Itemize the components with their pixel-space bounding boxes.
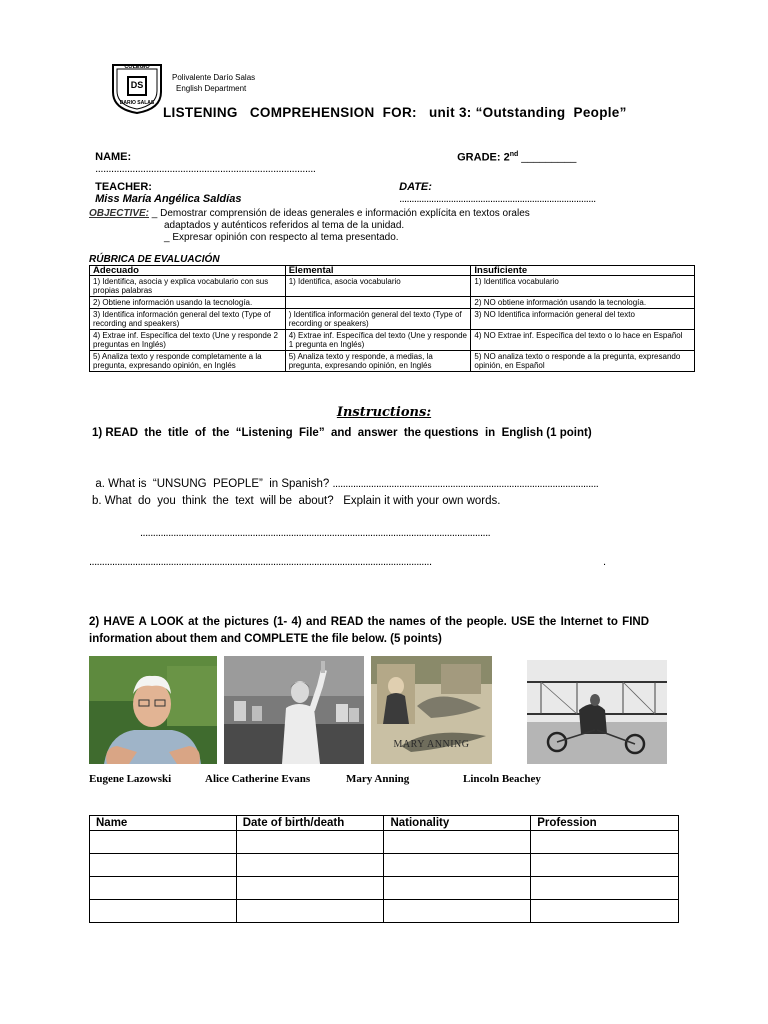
rubric-cell: 1) Identifica, asocia vocabulario <box>285 276 471 297</box>
info-cell[interactable] <box>531 900 679 923</box>
info-table-row <box>90 900 679 923</box>
info-cell[interactable] <box>384 877 531 900</box>
rubric-cell: ) Identifica información general del texto (Type of recording or speakers) <box>285 309 471 330</box>
info-cell[interactable] <box>531 854 679 877</box>
rubric-row <box>90 309 695 330</box>
question-1b-end-period: . <box>603 556 606 568</box>
question-1-heading: 1) READ the title of the “Listening File” and answer the questions in English (1 point) <box>92 427 592 439</box>
teacher-label: TEACHER: <box>95 181 152 193</box>
rubric-cell: 4) Extrae inf. Específica del texto (Une y responde 2 preguntas en Inglés) <box>90 330 286 351</box>
info-table-row <box>90 831 679 854</box>
rubric-cell: 3) NO Identifica información general del texto <box>471 309 695 330</box>
caption-eugene-lazowski: Eugene Lazowski <box>89 773 172 785</box>
info-cell[interactable] <box>90 854 237 877</box>
info-table-row <box>90 854 679 877</box>
photo-alice-catherine-evans <box>224 656 364 764</box>
rubric-header-insuficiente: Insuficiente <box>471 266 695 276</box>
photo-lincoln-beachey <box>527 660 667 764</box>
logo-monogram: DS <box>130 80 144 90</box>
rubric-cell: 5) NO analiza texto o responde a la pregunta, expresando opinión, en Español <box>471 351 695 372</box>
caption-alice-catherine-evans: Alice Catherine Evans <box>205 773 311 785</box>
rubric-row <box>90 276 695 297</box>
objective-line-1: _ Demostrar comprensión de ideas generales e información explícita en textos orales <box>149 208 530 219</box>
name-label: NAME: <box>95 151 132 163</box>
rubric-table <box>89 265 695 372</box>
objective <box>89 208 530 244</box>
instructions-title: Instructions: <box>336 405 432 420</box>
info-cell[interactable] <box>531 877 679 900</box>
info-cell[interactable] <box>384 854 531 877</box>
info-table <box>89 815 679 923</box>
info-cell[interactable] <box>531 831 679 854</box>
page-title: LISTENING COMPREHENSION FOR: unit 3: “Outstanding People” <box>163 105 627 120</box>
rubric-cell: 4) Extrae inf. Específica del texto (Une y responde 1 pregunta en Inglés) <box>285 330 471 351</box>
caption-mary-anning: Mary Anning <box>346 773 410 785</box>
photo-eugene-lazowski <box>89 656 217 764</box>
date-dots: ................................................................................ <box>399 193 596 205</box>
teacher-field <box>89 169 241 205</box>
info-table-row <box>90 877 679 900</box>
rubric-cell <box>285 297 471 309</box>
date-label: DATE: <box>399 181 432 193</box>
rubric-cell: 4) NO Extrae inf. Específica del texto o lo hace en Español <box>471 330 695 351</box>
rubric-cell: 1) Identifica vocabulario <box>471 276 695 297</box>
info-cell[interactable] <box>90 900 237 923</box>
grade-field[interactable] <box>451 139 576 164</box>
info-cell[interactable] <box>384 900 531 923</box>
logo-bottom-text: DARIO SALAS <box>119 100 155 106</box>
rubric-cell: 1) Identifica, asocia y explica vocabulario con sus propias palabras <box>90 276 286 297</box>
question-2-text: 2) HAVE A LOOK at the pictures (1- 4) and READ the names of the people. USE the Internet to FIND information about them and COMPLETE the file below. (5 points) <box>89 616 649 645</box>
question-1a <box>89 466 679 490</box>
grade-blank: _________ <box>518 151 577 164</box>
rubric-row <box>90 351 695 372</box>
grade-superscript: nd <box>509 151 519 158</box>
question-1a-answer-line[interactable]: ........................................................................................................ <box>332 478 599 490</box>
question-1b-answer-line-2[interactable]: ...................................................................................................................................... <box>89 556 432 568</box>
teacher-name: Miss María Angélica Saldías <box>95 193 242 205</box>
rubric-cell: 2) Obtiene información usando la tecnología. <box>90 297 286 309</box>
school-name: Polivalente Darío Salas <box>172 73 256 82</box>
rubric-cell: 5) Analiza texto y responde completamente a la pregunta, expresando opinión, en Inglés <box>90 351 286 372</box>
question-1b-text: b. What do you think the text will be about? Explain it with your own words. <box>92 495 501 507</box>
question-1b-answer-line-1[interactable]: ......................................................................................................................................... <box>140 527 491 539</box>
question-1a-text: a. What is “UNSUNG PEOPLE” in Spanish? <box>95 478 333 490</box>
grade-label: GRADE: 2 <box>457 151 510 164</box>
name-dots: ................................................................................... <box>95 163 316 175</box>
rubric-row <box>90 330 695 351</box>
info-header-profession: Profession <box>531 816 679 831</box>
info-cell[interactable] <box>236 854 384 877</box>
info-header-nationality: Nationality <box>384 816 531 831</box>
rubric-header-adecuado: Adecuado <box>90 266 286 276</box>
info-cell[interactable] <box>236 877 384 900</box>
mary-anning-poster-text: MARY ANNING <box>393 739 470 750</box>
objective-line-3: _ Expresar opinión con respecto al tema presentado. <box>164 232 399 243</box>
school-info <box>172 72 255 94</box>
objective-line-2: adaptados y auténticos referidos al tema de la unidad. <box>164 220 405 231</box>
info-table-header-row <box>90 816 679 831</box>
rubric-header-elemental: Elemental <box>285 266 471 276</box>
info-header-date: Date of birth/death <box>236 816 384 831</box>
info-cell[interactable] <box>90 877 237 900</box>
rubric-cell: 2) NO obtiene información usando la tecnología. <box>471 297 695 309</box>
info-cell[interactable] <box>236 831 384 854</box>
department-name: English Department <box>176 84 247 93</box>
date-field[interactable] <box>393 169 596 205</box>
rubric-title: RÚBRICA DE EVALUACIÓN <box>89 254 220 265</box>
logo-top-text: COLEGIO <box>124 64 150 70</box>
rubric-header-row <box>90 266 695 276</box>
rubric-cell: 5) Analiza texto y responde, a medias, la pregunta, expresando opinión, en Inglés <box>285 351 471 372</box>
info-cell[interactable] <box>384 831 531 854</box>
rubric-cell: 3) Identifica información general del texto (Type of recording and speakers) <box>90 309 286 330</box>
rubric-row <box>90 297 695 309</box>
info-cell[interactable] <box>236 900 384 923</box>
info-header-name: Name <box>90 816 237 831</box>
info-cell[interactable] <box>90 831 237 854</box>
objective-label: OBJECTIVE: <box>89 208 150 219</box>
caption-lincoln-beachey: Lincoln Beachey <box>463 773 541 785</box>
